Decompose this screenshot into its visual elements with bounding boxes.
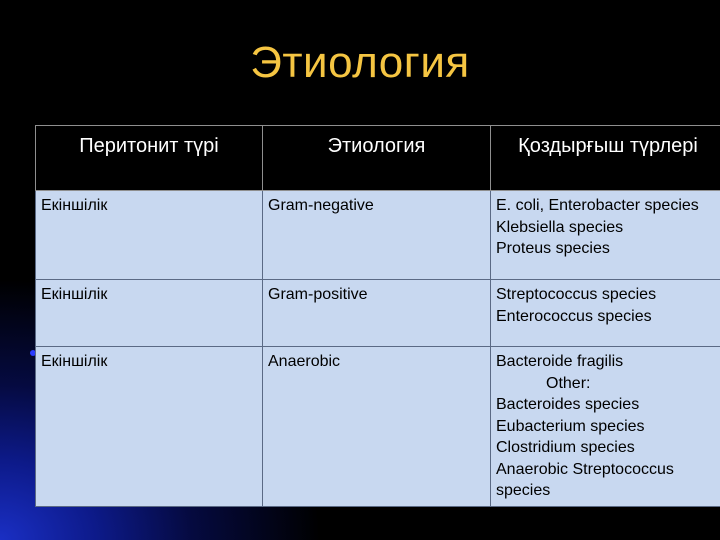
pathogen-item: Proteus species — [496, 240, 610, 257]
pathogen-item: Enterococcus species — [496, 307, 652, 325]
slide-title: Этиология — [250, 38, 470, 87]
pathogen-item: Anaerobic Streptococcus species — [496, 460, 674, 499]
pathogen-item: Streptococcus species — [496, 286, 657, 303]
table-header-row — [36, 126, 720, 191]
cell-etiology: Gram-positive — [263, 280, 491, 347]
pathogen-item: Klebsiella species — [496, 218, 624, 236]
etiology-table — [35, 125, 720, 507]
cell-etiology: Gram-negative — [263, 191, 491, 280]
cell-pathogens — [491, 280, 720, 347]
cell-type: Екіншілік — [36, 280, 263, 347]
cell-type: Екіншілік — [36, 347, 263, 507]
cell-etiology: Anaerobic — [263, 347, 491, 507]
pathogen-item: Bacteroide fragilis — [496, 353, 624, 370]
header-peritonitis-type: Перитонит түрі — [36, 126, 263, 191]
cell-pathogens — [491, 191, 720, 280]
cell-type: Екіншілік — [36, 191, 263, 280]
pathogen-item: Eubacterium species — [496, 417, 645, 435]
pathogen-item: Other: — [546, 374, 591, 392]
header-pathogen-types: Қоздырғыш түрлері — [491, 126, 720, 191]
header-etiology: Этиология — [263, 126, 491, 191]
table-row — [36, 347, 720, 507]
pathogen-item: E. coli, Enterobacter species — [496, 197, 699, 214]
pathogen-item: Clostridium species — [496, 439, 635, 456]
table-row — [36, 191, 720, 280]
table-row — [36, 280, 720, 347]
pathogen-item: Bacteroides species — [496, 396, 640, 413]
cell-pathogens — [491, 347, 720, 507]
